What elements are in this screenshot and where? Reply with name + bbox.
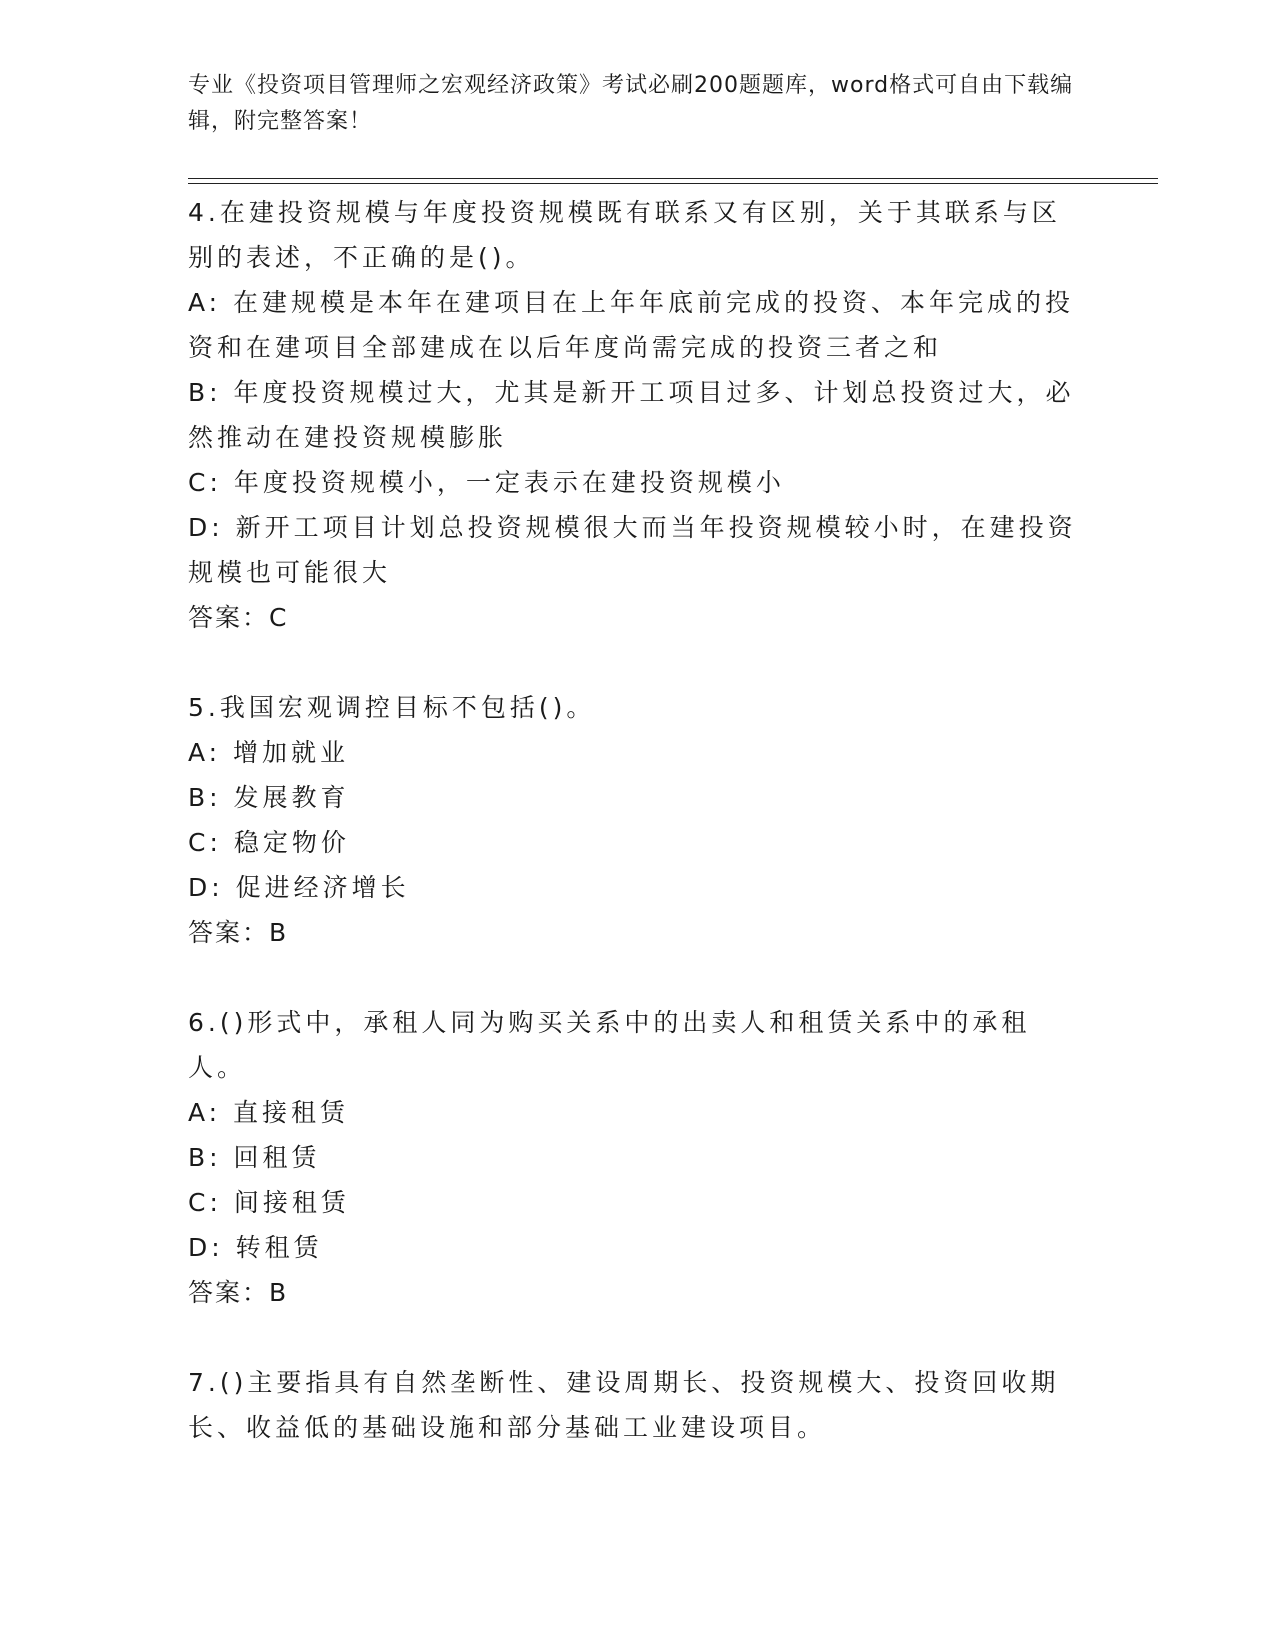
question-item	[188, 685, 1088, 955]
option-a: A: 在建规模是本年在建项目在上年年底前完成的投资、本年完成的投资和在建项目全部建成在以后年度尚需完成的投资三者之和	[188, 288, 1075, 362]
option-c: C: 稳定物价	[188, 828, 350, 857]
option-b: B: 发展教育	[188, 783, 350, 812]
option-d: D: 新开工项目计划总投资规模很大而当年投资规模较小时，在建投资规模也可能很大	[188, 513, 1077, 587]
header-divider-top	[188, 178, 1158, 179]
option-c: C: 间接租赁	[188, 1188, 350, 1217]
question-list	[188, 190, 1088, 1450]
question-item	[188, 1000, 1088, 1315]
question-item	[188, 1360, 1088, 1450]
option-b: B: 回租赁	[188, 1143, 321, 1172]
question-stem: 4.在建投资规模与年度投资规模既有联系又有区别，关于其联系与区别的表述，不正确的是()。	[188, 198, 1061, 272]
option-a: A: 直接租赁	[188, 1098, 350, 1127]
question-stem: 7.()主要指具有自然垄断性、建设周期长、投资规模大、投资回收期长、收益低的基础设施和部分基础工业建设项目。	[188, 1368, 1060, 1442]
question-stem: 6.()形式中，承租人同为购买关系中的出卖人和租赁关系中的承租人。	[188, 1008, 1031, 1082]
answer-label: 答案：B	[188, 918, 289, 947]
option-d: D: 促进经济增长	[188, 873, 410, 902]
answer-label: 答案：B	[188, 1278, 289, 1307]
header-divider-bottom	[188, 183, 1158, 184]
document-header: 专业《投资项目管理师之宏观经济政策》考试必刷200题题库，word格式可自由下载编辑，附完整答案！	[188, 73, 1074, 134]
option-d: D: 转租赁	[188, 1233, 323, 1262]
option-b: B: 年度投资规模过大，尤其是新开工项目过多、计划总投资过大，必然推动在建投资规模膨胀	[188, 378, 1075, 452]
option-c: C: 年度投资规模小，一定表示在建投资规模小	[188, 468, 785, 497]
option-a: A: 增加就业	[188, 738, 350, 767]
question-item	[188, 190, 1088, 640]
answer-label: 答案：C	[188, 603, 289, 632]
question-stem: 5.我国宏观调控目标不包括()。	[188, 693, 596, 722]
